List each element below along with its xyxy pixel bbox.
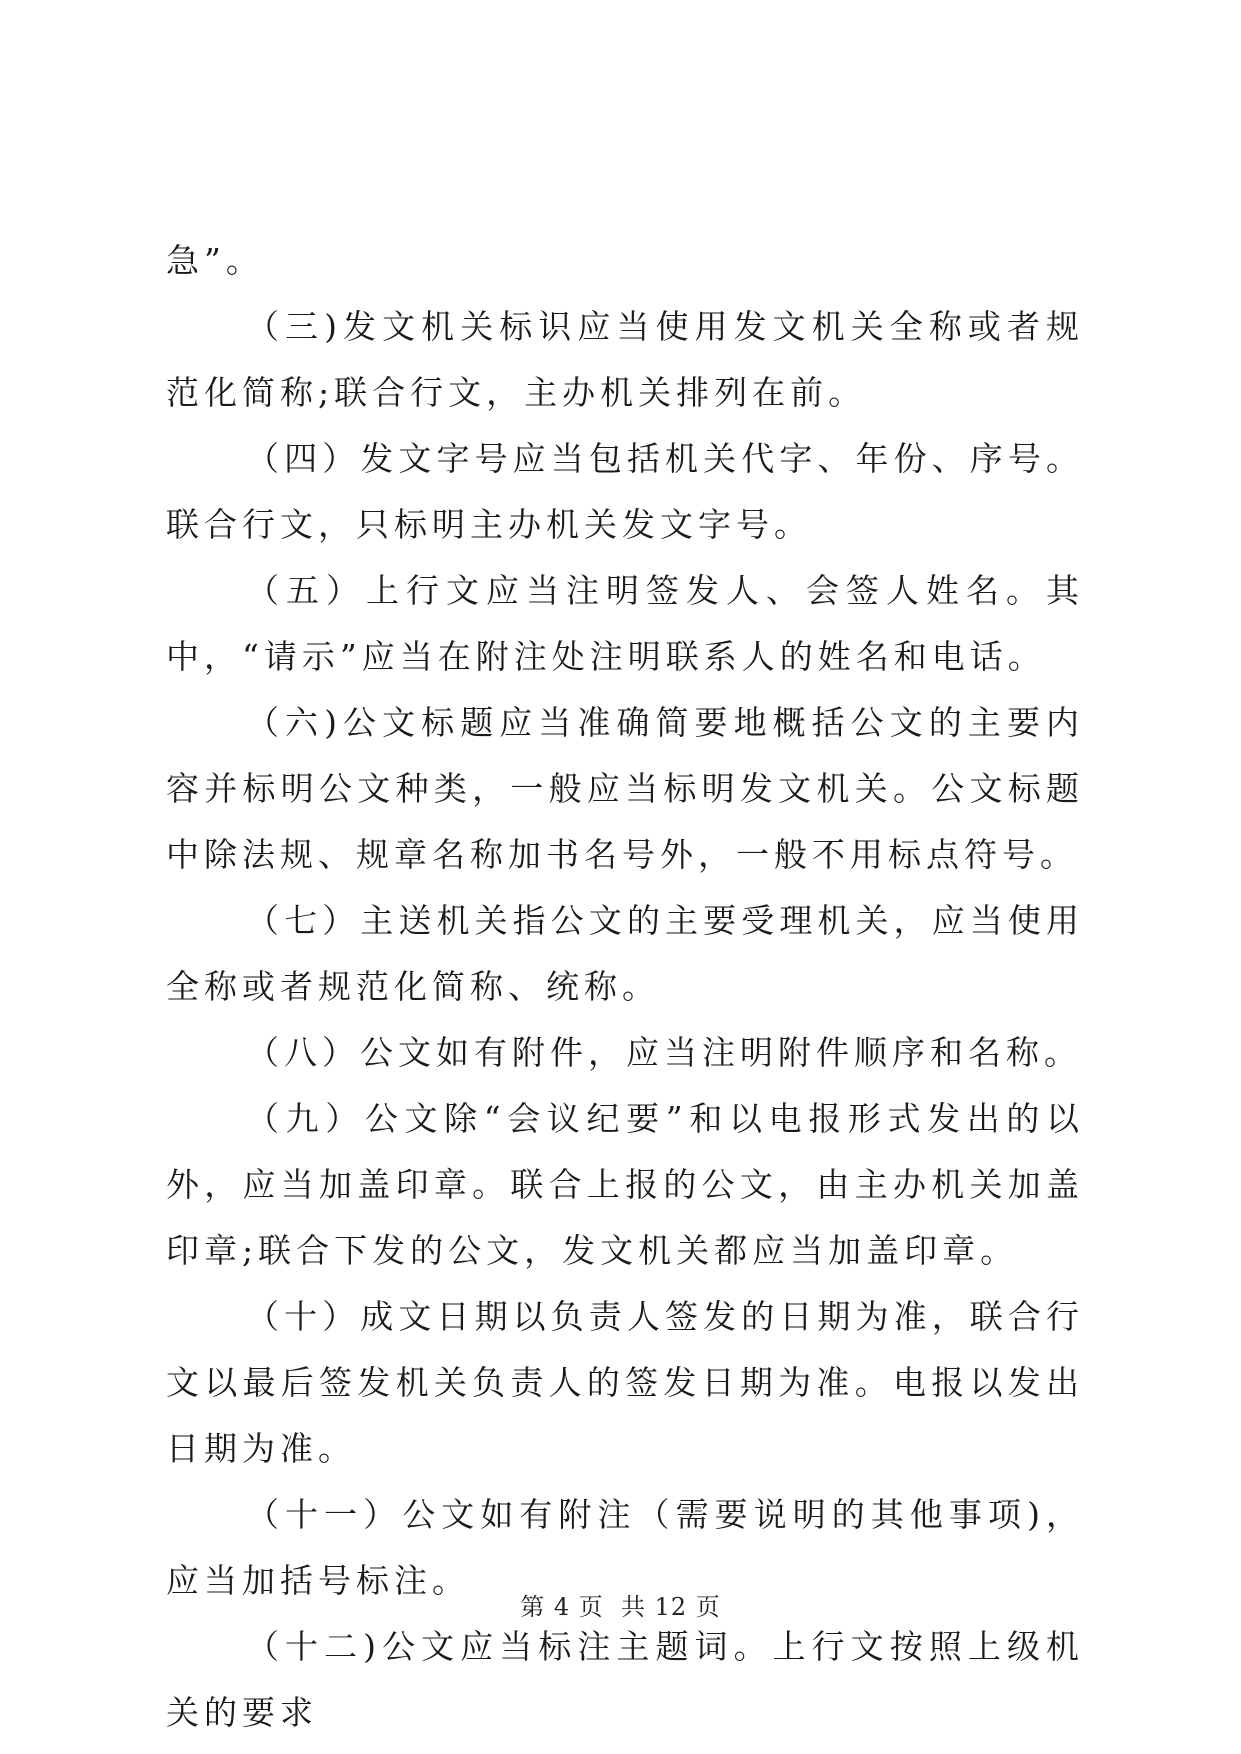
paragraph-item-5: （五）上行文应当注明签发人、会签人姓名。其中，“请示”应当在附注处注明联系人的姓名和电话。 bbox=[166, 571, 1084, 676]
page-number-label: 第 4 页 共 12 页 bbox=[520, 1593, 721, 1621]
paragraph-continuation: 急”。 bbox=[166, 241, 264, 280]
page-footer bbox=[0, 1587, 1241, 1622]
document-body bbox=[166, 228, 1084, 1746]
paragraph-item-3: （三)发文机关标识应当使用发文机关全称或者规范化简称;联合行文，主办机关排列在前。 bbox=[166, 307, 1084, 412]
paragraph-item-8: （八）公文如有附件，应当注明附件顺序和名称。 bbox=[246, 1033, 1082, 1072]
paragraph-item-11: （十一）公文如有附注（需要说明的其他事项)，应当加括号标注。 bbox=[166, 1495, 1084, 1600]
paragraph-item-6: （六)公文标题应当准确简要地概括公文的主要内容并标明公文种类，一般应当标明发文机关。公文标题中除法规、规章名称加书名号外，一般不用标点符号。 bbox=[166, 703, 1084, 874]
paragraph-item-7: （七）主送机关指公文的主要受理机关，应当使用全称或者规范化简称、统称。 bbox=[166, 901, 1084, 1006]
paragraph-item-9: （九）公文除“会议纪要”和以电报形式发出的以外，应当加盖印章。联合上报的公文，由主办机关加盖印章;联合下发的公文，发文机关都应当加盖印章。 bbox=[166, 1099, 1084, 1270]
paragraph-item-12: （十二)公文应当标注主题词。上行文按照上级机关的要求 bbox=[166, 1627, 1084, 1732]
paragraph-item-10: （十）成文日期以负责人签发的日期为准，联合行文以最后签发机关负责人的签发日期为准。电报以发出日期为准。 bbox=[166, 1297, 1084, 1468]
paragraph-item-4: （四）发文字号应当包括机关代字、年份、序号。联合行文，只标明主办机关发文字号。 bbox=[166, 439, 1084, 544]
